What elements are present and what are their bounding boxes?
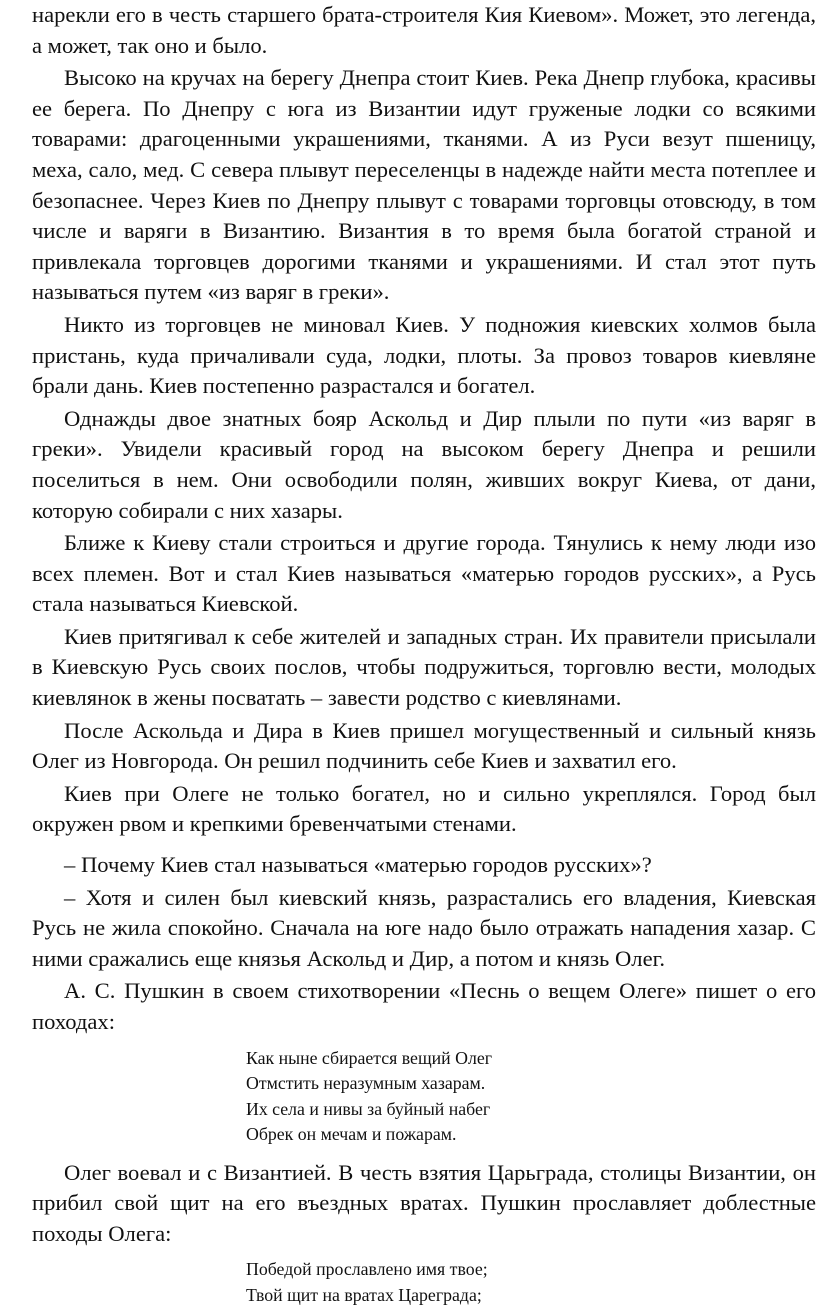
document-page bbox=[32, 0, 816, 1308]
verse-line: Их села и нивы за буйный набег bbox=[246, 1098, 491, 1119]
paragraph-1: нарекли его в честь старшего брата-строителя Кия Киевом». Может, это легенда, а может, так оно и было. bbox=[32, 2, 816, 58]
verse-line: Победой прославлено имя твое; bbox=[246, 1259, 488, 1280]
poem-excerpt-1 bbox=[246, 1046, 816, 1148]
verse-line: Отмстить неразумным хазарам. bbox=[246, 1073, 486, 1094]
paragraph-3: Никто из торговцев не миновал Киев. У подножия киевских холмов была пристань, куда причаливали суда, лодки, плоты. За провоз товаров киевляне брали дань. Киев постепенно разрастался и богател. bbox=[32, 311, 816, 399]
paragraph-8: Киев при Олеге не только богател, но и сильно укреплялся. Город был окружен рвом и крепкими бревенчатыми стенами. bbox=[32, 780, 816, 837]
paragraph-2: Высоко на кручах на берегу Днепра стоит Киев. Река Днепр глубока, красивы ее берега. По Днепру с юга из Византии идут груженые лодки со всякими товарами: драгоценными украшениями, тканями. А из Руси везут пшеницу, меха, сало, мед. С севера плывут переселенцы в надежде найти места потеплее и безопаснее. Через Киев по Днепру плывут с товарами торговцы отовсюду, в том числе и варяги в Византию. Византия в то время была богатой страной и привлекала торговцев дорогими тканями и украшениями. И стал этот путь называться путем «из варяг в греки». bbox=[32, 65, 816, 305]
paragraph-4: Однажды двое знатных бояр Аскольд и Дир плыли по пути «из варяг в греки». Увидели красивый город на высоком берегу Днепра и решили поселиться в нем. Они освободили полян, живших вокруг Киева, от дани, которую собирали с них хазары. bbox=[32, 405, 816, 523]
paragraph-6: Киев притягивал к себе жителей и западных стран. Их правители присылали в Киевскую Русь своих послов, чтобы подружиться, торговлю вести, молодых киевлянок в жены посватать – завести родство с киевлянами. bbox=[32, 623, 816, 711]
verse-line: Твой щит на вратах Цареграда; bbox=[246, 1284, 482, 1305]
answer-paragraph: – Хотя и силен был киевский князь, разрастались его владения, Киевская Русь не жила спокойно. Сначала на юге надо было отражать нападения хазар. С ними сражались еще князья Аскольд и Дир, а потом и князь Олег. bbox=[32, 884, 816, 971]
verse-line: Обрек он мечам и пожарам. bbox=[246, 1124, 457, 1145]
question-line: – Почему Киев стал называться «матерью городов русских»? bbox=[64, 852, 652, 878]
pushkin-intro: А. С. Пушкин в своем стихотворении «Песнь о вещем Олеге» пишет о его походах: bbox=[32, 978, 816, 1034]
paragraph-oleg-byzantium: Олег воевал и с Византией. В честь взятия Царьграда, столицы Византии, он прибил свой щит на его въездных вратах. Пушкин прославляет доблестные походы Олега: bbox=[32, 1159, 816, 1246]
paragraph-7: После Аскольда и Дира в Киев пришел могущественный и сильный князь Олег из Новгорода. Он решил подчинить себе Киев и захватил его. bbox=[32, 717, 816, 774]
paragraph-5: Ближе к Киеву стали строиться и другие города. Тянулись к нему люди изо всех племен. Вот и стал Киев называться «матерью городов русских», а Русь стала называться Киевской. bbox=[32, 530, 816, 617]
verse-line: Как ныне сбирается вещий Олег bbox=[246, 1047, 493, 1068]
poem-excerpt-2 bbox=[246, 1257, 816, 1308]
